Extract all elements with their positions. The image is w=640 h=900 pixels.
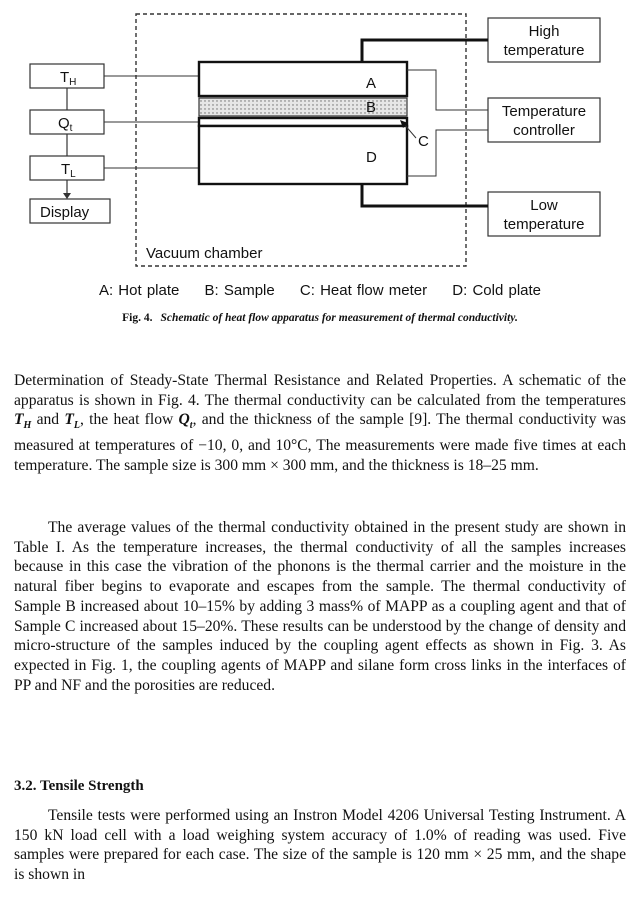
layer-c-label: C	[418, 133, 429, 150]
legend-sample: B: Sample	[204, 282, 275, 299]
tl-label: $T_L$	[61, 161, 76, 180]
qt-label: $Q_t$	[58, 115, 73, 134]
layer-b-label: B	[366, 99, 377, 116]
paragraph-tensile-tests: Tensile tests were performed using an Instron Model 4206 Universal Testing Instrument. A 150 kN load cell with a load weighing system accuracy of 1.0% of reading was used. Five samples were prepared for each case. The size of the sample is 120 mm × 25 mm, and the shape is shown in	[14, 807, 626, 884]
display-label: Display	[40, 204, 90, 221]
vacuum-chamber-label: Vacuum chamber	[146, 245, 263, 262]
svg-text:Temperature: Temperature	[501, 103, 587, 120]
legend-hot-plate: A: Hot plate	[98, 282, 180, 299]
svg-text:controller: controller	[513, 122, 575, 139]
th-label: $T_H$	[60, 69, 77, 88]
svg-text:Low: Low	[530, 197, 558, 214]
legend-heat-flow-meter: C: Heat flow meter	[299, 282, 428, 299]
heat-flow-apparatus-diagram	[0, 0, 640, 290]
figure-caption-text: Schematic of heat flow apparatus for measurement of thermal conductivity.	[160, 312, 518, 324]
legend-cold-plate: D: Cold plate	[452, 282, 542, 299]
layer-d-label: D	[366, 149, 377, 166]
layer-a-label: A	[366, 75, 377, 92]
svg-text:temperature: temperature	[503, 216, 585, 233]
paragraph-average-values: The average values of the thermal conductivity obtained in the present study are shown in Table I. As the temperature increases, the thermal conductivity of all the samples increases because in this case the vibration of the phonons is the thermal carrier and the moisture in the natural fiber begins to evaporate and escapes from the sample. The thermal conductivity of Sample B increased about 10–15% by adding 3 mass% of MAPP as a coupling agent and that of Sample C increased about 15–20%. These results can be understood by the change of density and micro-structure of the samples induced by the coupling agent effects as shown in Fig. 3. As expected in Fig. 1, the coupling agents of MAPP and silane form cross links in the interfaces of PP and NF and the porosities are reduced.	[14, 519, 626, 694]
section-heading: 3.2. Tensile Strength	[14, 778, 144, 794]
diagram-legend	[0, 282, 640, 299]
svg-text:temperature: temperature	[503, 42, 585, 59]
svg-text:High: High	[528, 23, 560, 40]
figure-caption	[0, 312, 640, 324]
figure-number: Fig. 4.	[122, 312, 153, 324]
paragraph-steady-state: Determination of Steady-State Thermal Resistance and Related Properties. A schematic of the apparatus is shown in Fig. 4. The thermal conductivity can be calculated from the temperatures $T_H$ and $T_L$, the heat flow $Q_t$, and the thickness of the sample [9]. The thermal conductivity was measured at temperatures of −10, 0, and 10°C, The measurements were made five times at each temperature. The sample size is 300 mm × 300 mm, and the thickness is 18–25 mm.	[14, 372, 626, 474]
